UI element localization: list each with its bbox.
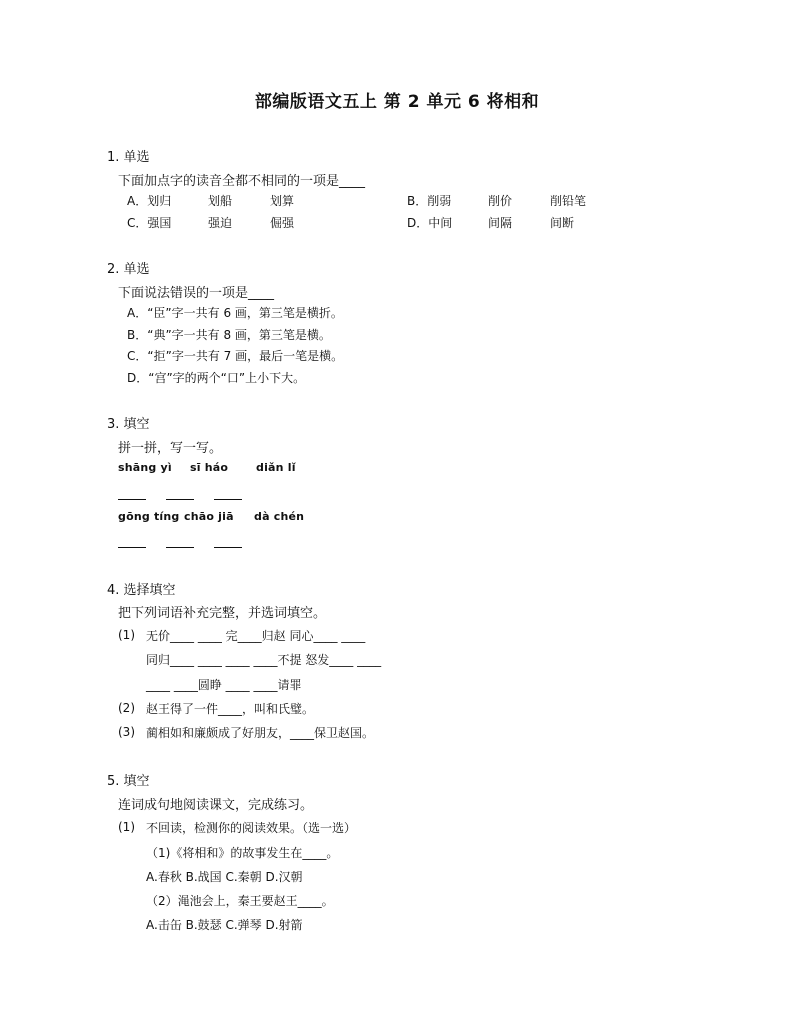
q4-idiom-line-3: ____ ____圆睁 ____ ____请罪	[146, 678, 302, 692]
pinyin-si-hao: sī háo	[190, 461, 229, 474]
question-3-stem: 拼一拼，写一写。	[118, 441, 223, 456]
question-1-heading: 1. 单选	[107, 150, 150, 165]
answer-blank[interactable]	[214, 487, 242, 500]
q2-option-a[interactable]: A．“臣”字一共有 6 画，第三笔是横折。	[127, 306, 343, 320]
answer-blank[interactable]	[166, 487, 194, 500]
question-1-stem: 下面加点字的读音全都不相同的一项是____	[118, 174, 366, 189]
q5-item-1-text: 不回读，检测你的阅读效果。（选一选）	[146, 821, 357, 835]
question-2-stem: 下面说法错误的一项是____	[118, 286, 275, 301]
pinyin-chao-jia: chāo jiā	[184, 510, 234, 523]
q5-sub-question-2-options[interactable]: A.击缶 B.鼓瑟 C.弹琴 D.射箭	[146, 918, 303, 932]
q4-item-2-number: (2)	[118, 701, 135, 715]
q5-item-1-number: (1)	[118, 820, 135, 834]
question-5-stem: 连词成句地阅读课文，完成练习。	[118, 798, 314, 813]
q2-option-c[interactable]: C．“拒”字一共有 7 画，最后一笔是横。	[127, 349, 344, 363]
question-4-heading: 4. 选择填空	[107, 583, 176, 598]
q1-option-c-word-3: 倔强	[270, 216, 295, 230]
answer-blank[interactable]	[166, 535, 194, 548]
q1-option-c-word-1[interactable]: C．强国	[127, 216, 172, 230]
q1-option-a-word-1[interactable]: A．划归	[127, 194, 172, 208]
q4-item-2-text: 赵王得了一件____，叫和氏璧。	[146, 702, 315, 716]
pinyin-da-chen: dà chén	[254, 510, 305, 523]
q1-option-d-word-2: 间隔	[488, 216, 513, 230]
page-title: 部编版语文五上 第 2 单元 6 将相和	[254, 92, 540, 112]
q1-option-a-word-2: 划船	[208, 194, 233, 208]
question-2-heading: 2. 单选	[107, 262, 150, 277]
answer-blank[interactable]	[214, 535, 242, 548]
q4-idiom-line-1: 无价____ ____ 完____归赵 同心____ ____	[146, 629, 366, 643]
q1-option-d-word-1[interactable]: D．中间	[407, 216, 453, 230]
q4-item-3-number: (3)	[118, 725, 135, 739]
q5-sub-question-1: （1)《将相和》的故事发生在____。	[146, 846, 339, 860]
q1-option-a-word-3: 划算	[270, 194, 295, 208]
question-5-heading: 5. 填空	[107, 774, 150, 789]
pinyin-shang-yi: shāng yì	[118, 461, 172, 474]
q5-sub-question-1-options[interactable]: A.春秋 B.战国 C.秦朝 D.汉朝	[146, 870, 303, 884]
q4-idiom-line-2: 同归____ ____ ____ ____不提 怒发____ ____	[146, 653, 382, 667]
q4-item-3-text: 蔺相如和廉颇成了好朋友，____保卫赵国。	[146, 726, 375, 740]
q1-option-b-word-2: 削价	[488, 194, 513, 208]
q1-option-d-word-3: 间断	[550, 216, 575, 230]
question-3-heading: 3. 填空	[107, 417, 150, 432]
q2-option-b[interactable]: B．“典”字一共有 8 画，第三笔是横。	[127, 328, 331, 342]
q5-sub-question-2: （2）渑池会上，秦王要赵王____。	[146, 894, 334, 908]
answer-blank[interactable]	[118, 487, 146, 500]
pinyin-gong-ting: gōng tíng	[118, 510, 180, 523]
q2-option-d[interactable]: D．“宫”字的两个“口”上小下大。	[127, 371, 306, 385]
q1-option-c-word-2: 强迫	[208, 216, 233, 230]
q1-option-b-word-1[interactable]: B．削弱	[407, 194, 452, 208]
q1-option-b-word-3: 削铅笔	[550, 194, 587, 208]
q4-item-1-number: (1)	[118, 628, 135, 642]
answer-blank[interactable]	[118, 535, 146, 548]
pinyin-dian-li: diǎn lǐ	[256, 461, 296, 474]
question-4-stem: 把下列词语补充完整，并选词填空。	[118, 606, 327, 621]
